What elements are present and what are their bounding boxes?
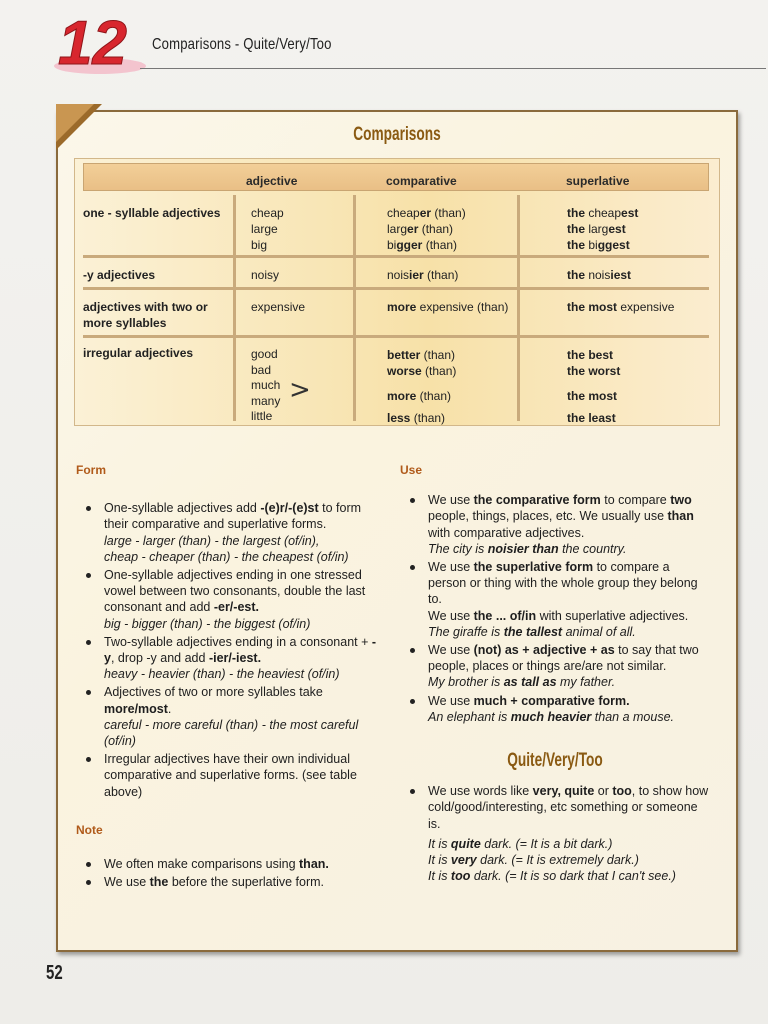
- comparative-cell: more expensive (than): [387, 300, 509, 314]
- unit-number-badge: [52, 6, 148, 80]
- use-list: [400, 492, 710, 725]
- adjective-cell: noisy: [251, 268, 280, 282]
- note-heading: Note: [76, 822, 103, 837]
- list-item: We use (not) as + adjective + as to say that two people, places or things are/are not similar. My brother is as tall as my father.: [400, 642, 710, 691]
- comparative-cell: noisier (than): [387, 268, 459, 282]
- unit-number: 12: [58, 9, 127, 78]
- header-adjective: adjective: [246, 174, 298, 188]
- quite-list: [400, 783, 710, 884]
- list-item: We use the superlative form to compare a person or thing with the whole group they belong to. We use the ... of/in with superlative adjectives. The giraffe is the tallest animal of all.: [400, 559, 710, 640]
- form-section: [76, 462, 382, 892]
- list-item: We use words like very, quite or too, to show how cold/good/interesting, etc something or someone is. It is quite dark. (= It is a bit dark.) It is very dark. (= It is extremely dark.) It is too dark. (= It is so dark that I can't see.): [400, 783, 710, 884]
- superlative-cell: the cheapest the largest the biggest: [567, 206, 639, 252]
- column-divider: [233, 195, 236, 421]
- unit-title: Comparisons - Quite/Very/Too: [152, 36, 332, 53]
- adjective-cell: good bad much many little: [251, 347, 281, 424]
- row-label: -y adjectives: [83, 268, 156, 282]
- use-heading: Use: [400, 463, 423, 477]
- note-list: [76, 856, 382, 890]
- page-number: 52: [46, 962, 63, 984]
- quite-very-too-heading: Quite/Very/Too: [507, 750, 603, 772]
- list-item: One-syllable adjectives ending in one stressed vowel between two consonants, double the last consonant and add -er/-est. big - bigger (than) - the biggest (of/in): [76, 567, 382, 632]
- folded-corner-decoration: [54, 102, 104, 152]
- superlative-cell: the best the worst the most the least: [567, 348, 621, 425]
- form-heading: Form: [76, 463, 106, 477]
- list-item: We use much + comparative form. An elephant is much heavier than a mouse.: [400, 693, 710, 725]
- comparison-table: [74, 158, 720, 426]
- greater-than-icon: >: [289, 375, 311, 405]
- list-item: We use the before the superlative form.: [76, 874, 382, 890]
- adjective-cell: cheap large big: [251, 206, 284, 252]
- row-divider: [83, 255, 709, 258]
- list-item: We often make comparisons using than.: [76, 856, 382, 872]
- row-divider: [83, 335, 709, 338]
- column-divider: [353, 195, 356, 421]
- panel-title: Comparisons: [353, 124, 441, 145]
- header-divider: [140, 68, 766, 69]
- row-divider: [83, 287, 709, 290]
- superlative-cell: the noisiest: [567, 268, 632, 282]
- list-item: One-syllable adjectives add -(e)r/-(e)st to form their comparative and superlative forms. large - larger (than) - the largest (of/in), cheap - cheaper (than) - the cheapest (of/in): [76, 500, 382, 565]
- list-item: Irregular adjectives have their own individual comparative and superlative forms. (see table above): [76, 751, 382, 800]
- superlative-cell: the most expensive: [567, 300, 675, 314]
- column-divider: [517, 195, 520, 421]
- grammar-panel: [56, 110, 738, 952]
- comparative-cell: better (than) worse (than) more (than) less (than): [387, 348, 457, 425]
- use-section: [400, 462, 710, 886]
- comparative-cell: cheaper (than) larger (than) bigger (than): [387, 206, 466, 252]
- list-item: Adjectives of two or more syllables take more/most. careful - more careful (than) - the most careful (of/in): [76, 684, 382, 749]
- row-label: adjectives with two or more syllables: [83, 300, 208, 330]
- header-comparative: comparative: [386, 174, 457, 188]
- row-label: one - syllable adjectives: [83, 206, 221, 220]
- adjective-cell: expensive: [251, 300, 306, 314]
- header-superlative: superlative: [566, 174, 630, 188]
- form-list: [76, 500, 382, 800]
- row-label: irregular adjectives: [83, 346, 194, 360]
- table-header: [83, 163, 709, 191]
- list-item: We use the comparative form to compare two people, things, places, etc. We usually use than with comparative adjectives. The city is noisier than the country.: [400, 492, 710, 557]
- list-item: Two-syllable adjectives ending in a consonant + -y, drop -y and add -ier/-iest. heavy - heavier (than) - the heaviest (of/in): [76, 634, 382, 683]
